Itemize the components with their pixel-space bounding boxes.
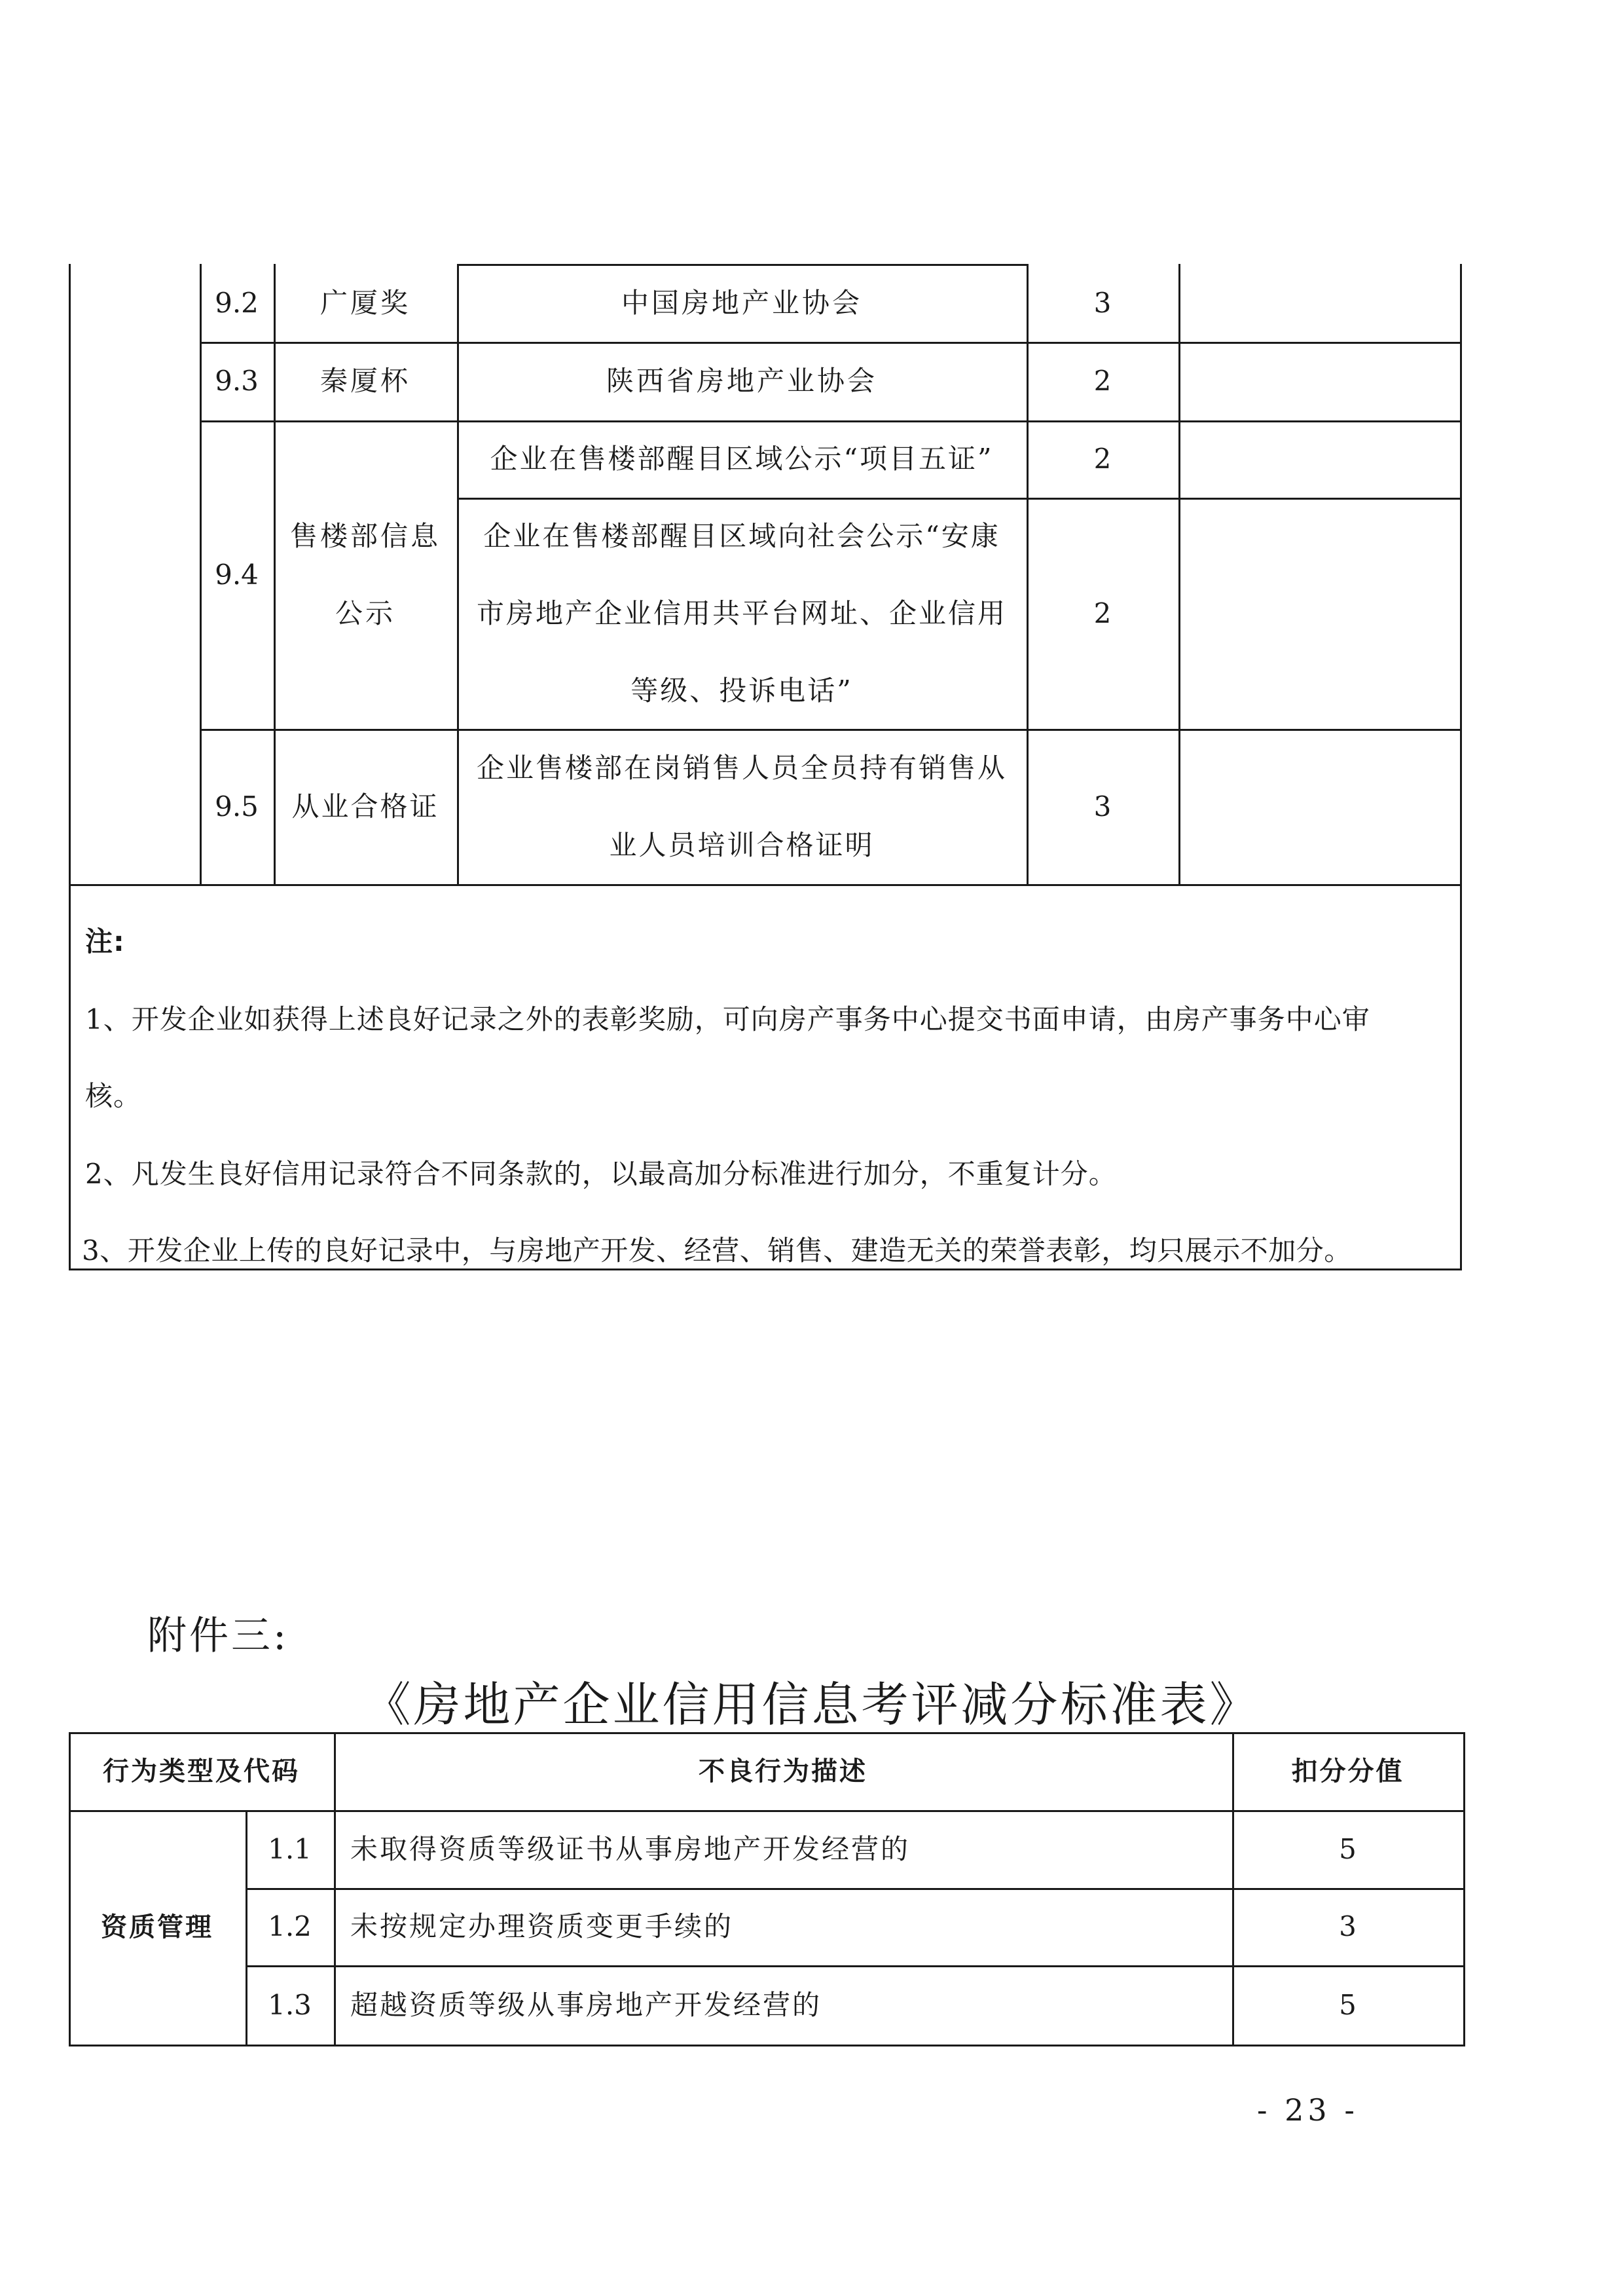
table-row-item: 秦厦杯 xyxy=(319,365,410,397)
table-row-score: 2 xyxy=(1093,443,1112,475)
notes-heading: 注: xyxy=(85,925,125,957)
note-item: 3、开发企业上传的良好记录中，与房地产开发、经营、销售、建造无关的荣誉表彰，均只展示不加分。 xyxy=(82,1234,1352,1267)
desc-line: 企业售楼部在岗销售人员全员持有销售从 xyxy=(476,751,1007,784)
page-title: 《房地产企业信用信息考评减分标准表》 xyxy=(363,1677,1260,1732)
page-number: - 23 - xyxy=(1257,2092,1359,2128)
table-row-score: 3 xyxy=(1339,1910,1357,1942)
table-row-desc: 陕西省房地产业协会 xyxy=(606,365,877,397)
table-row-desc: 企业在售楼部醒目区域公示“项目五证” xyxy=(490,443,994,475)
table-row-desc: 未按规定办理资质变更手续的 xyxy=(350,1910,734,1942)
table-row-score: 3 xyxy=(1093,790,1112,823)
desc-line: 市房地产企业信用共平台网址、企业信用 xyxy=(476,597,1007,629)
table-row-code: 1.1 xyxy=(268,1832,312,1865)
item-line: 售楼部信息 xyxy=(289,519,441,552)
annex-label: 附件三: xyxy=(147,1613,289,1659)
table-row-desc xyxy=(457,498,1027,729)
desc-line: 业人员培训合格证明 xyxy=(609,828,875,861)
table-row-score: 3 xyxy=(1093,286,1112,319)
column-header-score: 扣分分值 xyxy=(1291,1756,1404,1787)
desc-line: 企业在售楼部醒目区域向社会公示“安康 xyxy=(483,519,1000,552)
note-item: 2、凡发生良好信用记录符合不同条款的，以最高加分标准进行加分，不重复计分。 xyxy=(85,1158,1117,1190)
column-header-type: 行为类型及代码 xyxy=(103,1756,300,1787)
item-line: 公示 xyxy=(335,597,395,629)
table-row-desc: 超越资质等级从事房地产开发经营的 xyxy=(350,1988,822,2021)
column-header-desc: 不良行为描述 xyxy=(699,1756,867,1787)
category-cell: 资质管理 xyxy=(101,1912,213,1942)
table-row-code: 9.4 xyxy=(215,558,259,591)
table-row-item: 从业合格证 xyxy=(291,790,439,823)
table-row-code: 9.3 xyxy=(215,365,259,397)
table-row-score: 5 xyxy=(1339,1832,1357,1865)
table-row-code: 9.5 xyxy=(215,790,259,823)
table-row-code: 1.3 xyxy=(268,1988,312,2021)
table-row-score: 5 xyxy=(1339,1988,1357,2021)
table-row-code: 9.2 xyxy=(215,286,259,319)
table-row-desc: 未取得资质等级证书从事房地产开发经营的 xyxy=(350,1832,911,1865)
table-row-score: 2 xyxy=(1093,365,1112,397)
desc-line: 等级、投诉电话” xyxy=(630,674,853,707)
table-row-code: 1.2 xyxy=(268,1910,312,1942)
note-item: 核。 xyxy=(85,1080,142,1112)
table-row-item xyxy=(274,420,457,729)
table-row-score: 2 xyxy=(1093,597,1112,629)
table-row-desc xyxy=(457,729,1027,884)
note-item: 1、开发企业如获得上述良好记录之外的表彰奖励，可向房产事务中心提交书面申请，由房产事务中心审 xyxy=(85,1003,1370,1035)
table-row-item: 广厦奖 xyxy=(319,286,410,319)
table-row-desc: 中国房地产业协会 xyxy=(621,286,862,319)
